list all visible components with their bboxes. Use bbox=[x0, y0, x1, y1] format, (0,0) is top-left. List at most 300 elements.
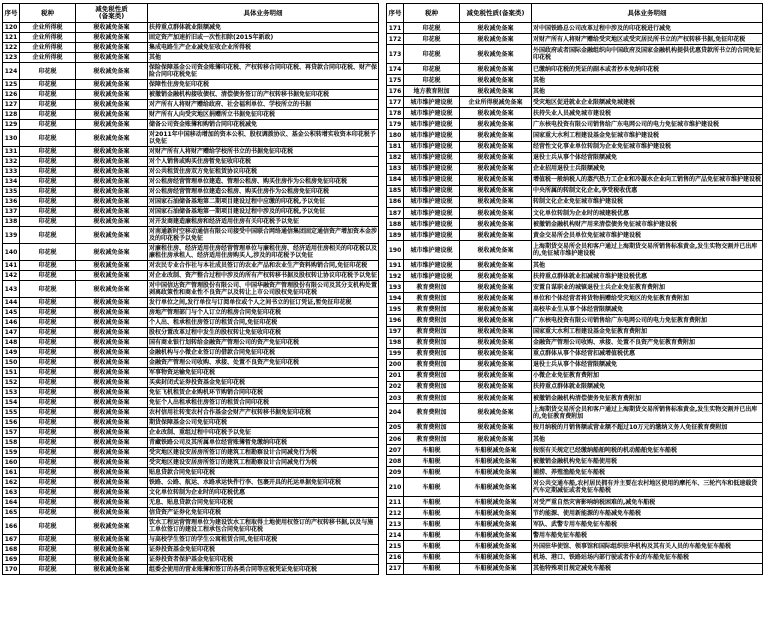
detail-cell: 捕捞、养殖渔船免征车船税 bbox=[532, 467, 763, 478]
tax-type-cell: 印花税 bbox=[20, 261, 76, 271]
tax-type-cell: 教育费附加 bbox=[404, 381, 460, 392]
relief-nature-cell: 税收减免备案 bbox=[460, 119, 532, 130]
row-number-cell: 198 bbox=[387, 337, 404, 348]
relief-nature-cell: 税收减免备案 bbox=[76, 271, 148, 281]
row-number-cell: 216 bbox=[387, 552, 404, 563]
row-number-cell: 147 bbox=[3, 328, 20, 338]
tax-type-cell: 印花税 bbox=[20, 458, 76, 468]
relief-nature-cell: 车船税减免备案 bbox=[460, 456, 532, 467]
tax-type-cell: 教育费附加 bbox=[404, 370, 460, 381]
relief-nature-cell: 税收减免备案 bbox=[460, 45, 532, 64]
relief-nature-cell: 税收减免备案 bbox=[76, 80, 148, 90]
tax-type-cell: 印花税 bbox=[20, 207, 76, 217]
relief-nature-cell: 税收减免备案 bbox=[76, 448, 148, 458]
tax-type-cell: 印花税 bbox=[20, 157, 76, 167]
tax-type-cell: 车船税 bbox=[404, 541, 460, 552]
row-number-cell: 134 bbox=[3, 177, 20, 187]
detail-cell: 对开发商建造廉租房和经济适用住房有关印花税予以免征 bbox=[148, 217, 379, 227]
relief-nature-cell: 税收减免备案 bbox=[460, 271, 532, 282]
table-row bbox=[3, 555, 379, 565]
tax-type-cell: 印花税 bbox=[20, 308, 76, 318]
tax-type-cell: 印花税 bbox=[20, 338, 76, 348]
row-number-cell: 131 bbox=[3, 147, 20, 157]
detail-cell: 发行单位之间,发行单位与订阅单位或个人之间书立的征订凭证,暂免征印花税 bbox=[148, 298, 379, 308]
table-row bbox=[3, 535, 379, 545]
table-row bbox=[3, 408, 379, 418]
tax-type-cell: 城市维护建设税 bbox=[404, 230, 460, 241]
detail-cell: 保障性住房免征印花税 bbox=[148, 80, 379, 90]
row-number-cell: 182 bbox=[387, 152, 404, 163]
row-number-cell: 173 bbox=[387, 45, 404, 64]
relief-nature-cell: 税收减免备案 bbox=[76, 308, 148, 318]
tax-type-cell: 印花税 bbox=[20, 428, 76, 438]
detail-cell: 退役士兵从事个体经营限额减免 bbox=[532, 152, 763, 163]
tax-type-cell: 印花税 bbox=[20, 488, 76, 498]
row-number-cell: 137 bbox=[3, 207, 20, 217]
detail-cell: 受灾地区建设安居房所签订的建筑工程勘察设计合同减免行为税 bbox=[148, 458, 379, 468]
tax-type-cell: 教育费附加 bbox=[404, 315, 460, 326]
detail-cell: 无息、贴息贷款合同免征印花税 bbox=[148, 498, 379, 508]
tax-type-cell: 印花税 bbox=[20, 478, 76, 488]
relief-nature-cell: 税收减免备案 bbox=[460, 337, 532, 348]
tax-type-cell: 教育费附加 bbox=[404, 326, 460, 337]
relief-nature-cell: 税收减免备案 bbox=[76, 488, 148, 498]
tax-type-cell: 印花税 bbox=[20, 63, 76, 80]
row-number-cell: 156 bbox=[3, 418, 20, 428]
tax-type-cell: 印花税 bbox=[20, 468, 76, 478]
detail-cell: 对财产所有人将财产赠给受灾地区或受灾居民所书立的产权转移书据,免征印花税 bbox=[532, 34, 763, 45]
row-number-cell: 121 bbox=[3, 33, 20, 43]
tax-type-cell: 车船税 bbox=[404, 497, 460, 508]
row-number-cell: 180 bbox=[387, 130, 404, 141]
table-row bbox=[387, 337, 763, 348]
left-tax-table bbox=[2, 3, 379, 575]
row-number-cell: 164 bbox=[3, 498, 20, 508]
row-number-cell: 158 bbox=[3, 438, 20, 448]
row-number-cell: 135 bbox=[3, 187, 20, 197]
detail-cell: 文化单位转制为企业时的印花税优惠 bbox=[148, 488, 379, 498]
detail-cell: 文化单位转制为企业时的城建税优惠 bbox=[532, 208, 763, 219]
right-tax-table bbox=[386, 3, 763, 575]
relief-nature-cell: 税收减免备案 bbox=[76, 508, 148, 518]
row-number-cell: 160 bbox=[3, 458, 20, 468]
header-row bbox=[3, 4, 379, 23]
relief-nature-cell: 车船税减免备案 bbox=[460, 563, 532, 574]
table-row bbox=[387, 241, 763, 260]
table-row bbox=[3, 298, 379, 308]
row-number-cell: 143 bbox=[3, 281, 20, 298]
relief-nature-cell: 税收减免备案 bbox=[76, 298, 148, 308]
row-number-cell: 177 bbox=[387, 97, 404, 108]
row-number-cell: 128 bbox=[3, 110, 20, 120]
tax-type-cell: 地方教育附加 bbox=[404, 86, 460, 97]
detail-cell: 扶持重点群体就业限额减免 bbox=[148, 23, 379, 33]
row-number-cell: 146 bbox=[3, 318, 20, 328]
detail-cell: 其他 bbox=[532, 75, 763, 86]
relief-nature-cell: 税收减免备案 bbox=[460, 260, 532, 271]
detail-cell: 已缴纳印花税的凭证的副本或者抄本免纳印花税 bbox=[532, 63, 763, 74]
table-row bbox=[387, 293, 763, 304]
tax-type-cell: 城市维护建设税 bbox=[404, 260, 460, 271]
row-number-cell: 195 bbox=[387, 304, 404, 315]
column-header-relief-nature: 减免税性质(备案类) bbox=[460, 4, 532, 23]
relief-nature-cell: 车船税减免备案 bbox=[460, 519, 532, 530]
table-row bbox=[387, 23, 763, 34]
tax-type-cell: 城市维护建设税 bbox=[404, 152, 460, 163]
detail-cell: 广东核电投资有限公司销售给广东电网公司的电力免征城市维护建设税 bbox=[532, 119, 763, 130]
relief-nature-cell: 税收减免备案 bbox=[76, 458, 148, 468]
table-row bbox=[387, 230, 763, 241]
detail-cell: 按照有关规定已经缴纳船舶吨税的机动船舶免征车船税 bbox=[532, 445, 763, 456]
detail-cell: 对企业改制、资产整合过程中涉及的所有产权转移书据及股权转让协议印花税予以免征 bbox=[149, 272, 378, 279]
row-number-cell: 122 bbox=[3, 43, 20, 53]
detail-cell: 国家重大水利工程建设基金免征教育费附加 bbox=[532, 326, 763, 337]
table-row bbox=[3, 53, 379, 63]
table-row bbox=[3, 217, 379, 227]
detail-cell: 组委会使用的营业账簿和签订的各类合同等应税凭证免征印花税 bbox=[148, 565, 379, 575]
relief-nature-cell: 税收减免备案 bbox=[460, 219, 532, 230]
relief-nature-cell: 税收减免备案 bbox=[460, 75, 532, 86]
relief-nature-cell: 车船税减免备案 bbox=[460, 552, 532, 563]
row-number-cell: 175 bbox=[387, 75, 404, 86]
table-row bbox=[3, 130, 379, 147]
row-number-cell: 217 bbox=[387, 563, 404, 574]
detail-cell: 被撤销金融机构清偿债务免征教育费附加 bbox=[532, 393, 763, 404]
relief-nature-cell: 车船税减免备案 bbox=[460, 445, 532, 456]
column-header-row-number: 序号 bbox=[387, 4, 404, 23]
tax-type-cell: 车船税 bbox=[404, 456, 460, 467]
tax-type-cell: 车船税 bbox=[404, 508, 460, 519]
tax-type-cell: 印花税 bbox=[20, 318, 76, 328]
tax-type-cell: 教育费附加 bbox=[404, 282, 460, 293]
relief-nature-cell: 税收减免备案 bbox=[460, 185, 532, 196]
row-number-cell: 149 bbox=[3, 348, 20, 358]
table-row bbox=[3, 261, 379, 271]
tax-type-cell: 车船税 bbox=[404, 519, 460, 530]
table-row bbox=[3, 328, 379, 338]
row-number-cell: 170 bbox=[3, 565, 20, 575]
row-number-cell: 194 bbox=[387, 293, 404, 304]
table-row bbox=[3, 478, 379, 488]
table-row bbox=[3, 458, 379, 468]
table-row bbox=[387, 359, 763, 370]
row-number-cell: 155 bbox=[3, 408, 20, 418]
row-number-cell: 123 bbox=[3, 53, 20, 63]
row-number-cell: 210 bbox=[387, 478, 404, 497]
row-number-cell: 204 bbox=[387, 404, 404, 423]
table-row bbox=[3, 468, 379, 478]
row-number-cell: 203 bbox=[387, 393, 404, 404]
detail-cell: 期货保障基金公司免征印花税 bbox=[148, 418, 379, 428]
detail-cell: 对个人销售或购买住房暂免征收印花税 bbox=[148, 157, 379, 167]
detail-cell: 经营性文化事业单位转制为企业免征城市维护建设税 bbox=[532, 141, 763, 152]
relief-nature-cell: 税收减免备案 bbox=[460, 293, 532, 304]
row-number-cell: 185 bbox=[387, 185, 404, 196]
row-number-cell: 150 bbox=[3, 358, 20, 368]
relief-nature-cell: 税收减免备案 bbox=[76, 90, 148, 100]
table-row bbox=[387, 86, 763, 97]
tax-type-cell: 印花税 bbox=[20, 358, 76, 368]
detail-cell: 扶持失业人员减免城市建设税 bbox=[532, 108, 763, 119]
table-row bbox=[3, 177, 379, 187]
relief-nature-cell: 税收减免备案 bbox=[460, 370, 532, 381]
detail-cell: 重点群体从事个体经营扣减增值税优惠 bbox=[532, 348, 763, 359]
relief-nature-cell: 税收减免备案 bbox=[76, 545, 148, 555]
relief-nature-cell: 税收减免备案 bbox=[460, 422, 532, 433]
row-number-cell: 168 bbox=[3, 545, 20, 555]
tax-type-cell: 印花税 bbox=[20, 418, 76, 428]
table-row bbox=[387, 381, 763, 392]
detail-cell: 集成电路生产企业减免征收企业所得税 bbox=[148, 43, 379, 53]
table-row bbox=[387, 141, 763, 152]
detail-cell: 外国驻华使馆、领事馆和国际组织驻华机构及其有关人员的车船免征车船税 bbox=[532, 541, 763, 552]
row-number-cell: 130 bbox=[3, 130, 20, 147]
relief-nature-cell: 税收减免备案 bbox=[460, 326, 532, 337]
table-row bbox=[387, 393, 763, 404]
table-row bbox=[3, 378, 379, 388]
tax-type-cell: 企业所得税 bbox=[20, 33, 76, 43]
table-row bbox=[387, 478, 763, 497]
row-number-cell: 120 bbox=[3, 23, 20, 33]
relief-nature-cell: 税收减免备案 bbox=[460, 315, 532, 326]
detail-cell: 金融机构与小微企业签订的借款合同免征印花税 bbox=[148, 348, 379, 358]
table-row bbox=[3, 167, 379, 177]
row-number-cell: 151 bbox=[3, 368, 20, 378]
detail-cell: 对国家石油储备基地第一期项目建设过程中涉及的印花税,予以免征 bbox=[148, 207, 379, 217]
relief-nature-cell: 税收减免备案 bbox=[76, 428, 148, 438]
table-row bbox=[3, 518, 379, 535]
table-row bbox=[3, 498, 379, 508]
tax-type-cell: 教育费附加 bbox=[404, 404, 460, 423]
row-number-cell: 167 bbox=[3, 535, 20, 545]
detail-cell: 警用车船免征车船税 bbox=[532, 530, 763, 541]
row-number-cell: 193 bbox=[387, 282, 404, 293]
tax-type-cell: 企业所得税 bbox=[20, 23, 76, 33]
detail-cell: 按月纳税的月销售额或营业额不超过10万元的缴纳义务人免征教育费附加 bbox=[532, 422, 763, 433]
table-row bbox=[3, 43, 379, 53]
detail-cell: 国家重大水利工程建设基金免征城市维护建设税 bbox=[532, 130, 763, 141]
relief-nature-cell: 税收减免备案 bbox=[76, 498, 148, 508]
relief-nature-cell: 税收减免备案 bbox=[460, 63, 532, 74]
table-row bbox=[387, 422, 763, 433]
detail-cell: 上海期货交易所会员和客户通过上海期货交易所销售标准黄金,发生实物交割并已出库的,免征教育费附加 bbox=[532, 404, 763, 423]
relief-nature-cell: 税收减免备案 bbox=[460, 433, 532, 444]
tax-type-cell: 教育费附加 bbox=[404, 393, 460, 404]
detail-cell: 受灾地区建设安居房所签订的建筑工程勘察设计合同减免行为税 bbox=[148, 448, 379, 458]
tax-type-cell: 车船税 bbox=[404, 478, 460, 497]
row-number-cell: 212 bbox=[387, 508, 404, 519]
table-row bbox=[387, 97, 763, 108]
relief-nature-cell: 车船税减免备案 bbox=[460, 530, 532, 541]
tax-type-cell: 车船税 bbox=[404, 563, 460, 574]
relief-nature-cell: 税收减免备案 bbox=[460, 381, 532, 392]
relief-nature-cell: 税收减免备案 bbox=[76, 217, 148, 227]
relief-nature-cell: 税收减免备案 bbox=[76, 555, 148, 565]
tax-type-cell: 印花税 bbox=[20, 498, 76, 508]
row-number-cell: 148 bbox=[3, 338, 20, 348]
detail-cell: 机场、港口、铁路站场内部行驶或者作业的车船免征车船税 bbox=[532, 552, 763, 563]
detail-cell: 固定资产加速折旧或一次性扣除(2015年新政) bbox=[148, 33, 379, 43]
detail-cell: 证券投资基金免征印花税 bbox=[148, 545, 379, 555]
table-row bbox=[387, 519, 763, 530]
relief-nature-cell: 税收减免备案 bbox=[76, 53, 148, 63]
row-number-cell: 207 bbox=[387, 445, 404, 456]
detail-cell: 企业招用退役士兵限额减免 bbox=[532, 163, 763, 174]
row-number-cell: 172 bbox=[387, 34, 404, 45]
table-row bbox=[387, 552, 763, 563]
row-number-cell: 124 bbox=[3, 63, 20, 80]
row-number-cell: 163 bbox=[3, 488, 20, 498]
relief-nature-cell: 车船税减免备案 bbox=[460, 497, 532, 508]
tax-type-cell: 印花税 bbox=[20, 555, 76, 565]
table-row bbox=[387, 433, 763, 444]
relief-nature-cell: 税收减免备案 bbox=[460, 304, 532, 315]
tax-type-cell: 教育费附加 bbox=[404, 304, 460, 315]
detail-cell: 免征飞机租赁企业购机环节购销合同印花税 bbox=[148, 388, 379, 398]
tax-type-cell: 印花税 bbox=[20, 227, 76, 244]
relief-nature-cell: 税收减免备案 bbox=[460, 359, 532, 370]
table-row bbox=[387, 282, 763, 293]
tax-type-cell: 城市维护建设税 bbox=[404, 108, 460, 119]
table-row bbox=[387, 445, 763, 456]
row-number-cell: 199 bbox=[387, 348, 404, 359]
relief-nature-cell: 税收减免备案 bbox=[76, 261, 148, 271]
relief-nature-cell: 税收减免备案 bbox=[76, 408, 148, 418]
table-row bbox=[387, 456, 763, 467]
detail-cell: 对廉租住房、经济适用住房经营管理单位与廉租住房、经济适用住房相关的印花税以及廉租住房承租人、经济适用住房购买人,涉及的印花税予以免征 bbox=[149, 245, 378, 259]
relief-nature-cell: 税收减免备案 bbox=[76, 147, 148, 157]
row-number-cell: 188 bbox=[387, 219, 404, 230]
detail-cell: 其他 bbox=[532, 260, 763, 271]
tax-type-cell: 企业所得税 bbox=[20, 43, 76, 53]
column-header-detail: 具体业务明细 bbox=[532, 4, 763, 23]
relief-nature-cell: 税收减免备案 bbox=[460, 196, 532, 207]
tax-type-cell: 城市维护建设税 bbox=[404, 163, 460, 174]
table-row bbox=[387, 208, 763, 219]
relief-nature-cell: 税收减免备案 bbox=[76, 348, 148, 358]
tax-type-cell: 印花税 bbox=[20, 100, 76, 110]
tax-type-cell: 印花税 bbox=[20, 177, 76, 187]
detail-cell: 受灾地区促进就业企业限额减免城建税 bbox=[532, 97, 763, 108]
row-number-cell: 179 bbox=[387, 119, 404, 130]
detail-cell: 信贷资产证券化免征印花税 bbox=[148, 508, 379, 518]
row-number-cell: 154 bbox=[3, 398, 20, 408]
table-row bbox=[3, 271, 379, 281]
row-number-cell: 211 bbox=[387, 497, 404, 508]
tax-type-cell: 印花税 bbox=[20, 535, 76, 545]
table-row bbox=[3, 227, 379, 244]
detail-cell: 安置自谋职业的城镇退役士兵企业免征教育费附加 bbox=[532, 282, 763, 293]
row-number-cell: 166 bbox=[3, 518, 20, 535]
detail-cell: 对公共租赁住房双方免征租赁协议印花税 bbox=[148, 167, 379, 177]
row-number-cell: 197 bbox=[387, 326, 404, 337]
detail-cell: 黄金交易所会员单位免征城市维护建设税 bbox=[532, 230, 763, 241]
table-row bbox=[3, 428, 379, 438]
tax-type-cell: 城市维护建设税 bbox=[404, 185, 460, 196]
row-number-cell: 125 bbox=[3, 80, 20, 90]
tax-type-cell: 印花税 bbox=[20, 348, 76, 358]
tax-type-cell: 印花税 bbox=[20, 408, 76, 418]
row-number-cell: 205 bbox=[387, 422, 404, 433]
row-number-cell: 196 bbox=[387, 315, 404, 326]
tax-type-cell: 印花税 bbox=[20, 388, 76, 398]
detail-cell: 储备公司资金账簿和购销合同印花税减免 bbox=[148, 120, 379, 130]
detail-cell: 金融资产管理公司收购、承接、处置不良资产免征教育费附加 bbox=[532, 337, 763, 348]
detail-cell: 股权分置改革过程中发生的股权转让免征收印花税 bbox=[148, 328, 379, 338]
detail-cell: 财产所有人向受灾地区捐赠所立书据免征印花税 bbox=[148, 110, 379, 120]
table-row bbox=[387, 541, 763, 552]
relief-nature-cell: 税收减免备案 bbox=[76, 468, 148, 478]
table-row bbox=[3, 368, 379, 378]
table-row bbox=[387, 152, 763, 163]
tax-type-cell: 城市维护建设税 bbox=[404, 271, 460, 282]
detail-cell: 转制文化企业免征城市维护建设税 bbox=[532, 196, 763, 207]
detail-cell: 节约能源、使用新能源的车船减免车船税 bbox=[532, 508, 763, 519]
detail-cell: 国有商业银行划转给金融资产管理公司的资产免征印花税 bbox=[148, 338, 379, 348]
row-number-cell: 174 bbox=[387, 63, 404, 74]
row-number-cell: 141 bbox=[3, 261, 20, 271]
tax-type-cell: 城市维护建设税 bbox=[404, 130, 460, 141]
row-number-cell: 200 bbox=[387, 359, 404, 370]
table-row bbox=[3, 398, 379, 408]
row-number-cell: 171 bbox=[387, 23, 404, 34]
row-number-cell: 165 bbox=[3, 508, 20, 518]
tax-type-cell: 城市维护建设税 bbox=[404, 97, 460, 108]
table-row bbox=[387, 370, 763, 381]
tax-type-cell: 车船税 bbox=[404, 445, 460, 456]
detail-cell: 军队、武警专用车船免征车船税 bbox=[532, 519, 763, 530]
detail-cell: 饮水工程运营管理单位为建设饮水工程取得土地使用权签订的产权转移书据,以及与施工单位签订的建设工程承包合同免征印花税 bbox=[148, 518, 379, 535]
tax-type-cell: 印花税 bbox=[20, 110, 76, 120]
detail-cell: 被撤销金融机构财产用来清偿债务免征城市维护建设税 bbox=[532, 219, 763, 230]
tax-type-cell: 车船税 bbox=[404, 552, 460, 563]
row-number-cell: 202 bbox=[387, 381, 404, 392]
detail-cell: 被撤销金融机构免征车船使用税 bbox=[532, 456, 763, 467]
detail-cell: 金融资产管理公司收购、承接、处置不良资产免征印花税 bbox=[148, 358, 379, 368]
tax-type-cell: 教育费附加 bbox=[404, 337, 460, 348]
row-number-cell: 127 bbox=[3, 100, 20, 110]
tax-type-cell: 印花税 bbox=[20, 130, 76, 147]
table-row bbox=[387, 163, 763, 174]
detail-cell: 证券投资者保护基金免征印花税 bbox=[148, 555, 379, 565]
relief-nature-cell: 税收减免备案 bbox=[460, 230, 532, 241]
detail-cell: 小微企业免征教育费附加 bbox=[532, 370, 763, 381]
table-row bbox=[3, 147, 379, 157]
table-row bbox=[3, 358, 379, 368]
tax-type-cell: 教育费附加 bbox=[404, 293, 460, 304]
detail-cell: 中央所属的转制文化企业,享受税收优惠 bbox=[532, 185, 763, 196]
detail-cell: 广东核电投资有限公司销售给广东电网公司的电力免征教育费附加 bbox=[532, 315, 763, 326]
tax-type-cell: 城市维护建设税 bbox=[404, 196, 460, 207]
relief-nature-cell: 税收减免备案 bbox=[76, 358, 148, 368]
relief-nature-cell: 税收减免备案 bbox=[76, 388, 148, 398]
row-number-cell: 183 bbox=[387, 163, 404, 174]
relief-nature-cell: 税收减免备案 bbox=[76, 23, 148, 33]
relief-nature-cell: 税收减免备案 bbox=[76, 418, 148, 428]
detail-cell: 其他 bbox=[532, 433, 763, 444]
table-row bbox=[3, 120, 379, 130]
row-number-cell: 152 bbox=[3, 378, 20, 388]
detail-cell: 其他 bbox=[532, 86, 763, 97]
table-row bbox=[387, 563, 763, 574]
tax-type-cell: 教育费附加 bbox=[404, 359, 460, 370]
relief-nature-cell: 税收减免备案 bbox=[460, 152, 532, 163]
table-row bbox=[387, 497, 763, 508]
row-number-cell: 208 bbox=[387, 456, 404, 467]
table-row bbox=[3, 63, 379, 80]
relief-nature-cell: 企业所得税减免备案 bbox=[460, 97, 532, 108]
tax-type-cell: 印花税 bbox=[20, 328, 76, 338]
